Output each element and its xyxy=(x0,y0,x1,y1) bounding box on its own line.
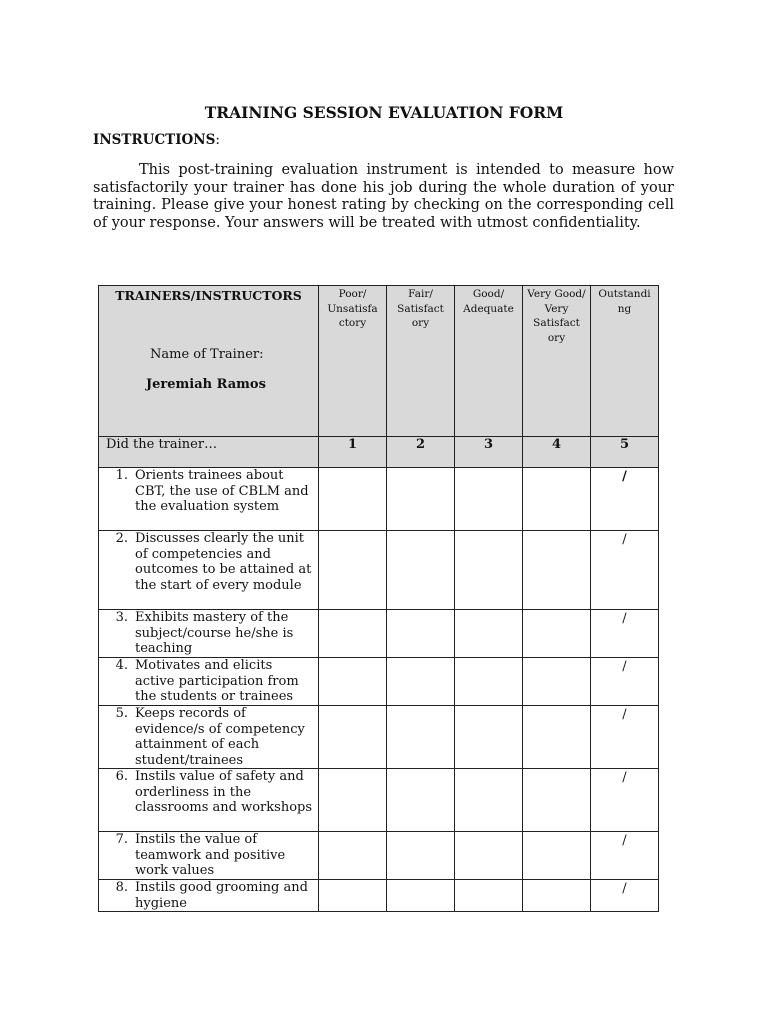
item-number: 7. xyxy=(115,832,128,847)
rating-header-outstanding: Outstandi ng xyxy=(591,286,659,437)
rating-cell-1[interactable] xyxy=(319,880,387,912)
item-number: 8. xyxy=(115,880,128,895)
rating-cell-2[interactable] xyxy=(387,658,455,706)
rating-cell-4[interactable] xyxy=(523,658,591,706)
rating-cell-3[interactable] xyxy=(455,468,523,531)
rating-cell-2[interactable] xyxy=(387,531,455,610)
scale-5: 5 xyxy=(591,437,659,468)
scale-row xyxy=(99,437,659,468)
item-number: 5. xyxy=(115,706,128,721)
table-row xyxy=(99,610,659,658)
scale-2: 2 xyxy=(387,437,455,468)
scale-4: 4 xyxy=(523,437,591,468)
rating-cell-2[interactable] xyxy=(387,880,455,912)
rating-cell-4[interactable] xyxy=(523,880,591,912)
item-text: Instils good grooming and hygiene xyxy=(135,880,308,911)
table-row xyxy=(99,832,659,880)
scale-1: 1 xyxy=(319,437,387,468)
rating-cell-4[interactable] xyxy=(523,769,591,832)
rating-cell-2[interactable] xyxy=(387,832,455,880)
rating-cell-1[interactable] xyxy=(319,706,387,769)
instructions-label: INSTRUCTIONS xyxy=(93,132,216,148)
rating-cell-4[interactable] xyxy=(523,468,591,531)
rating-cell-2[interactable] xyxy=(387,468,455,531)
item-question xyxy=(105,610,314,657)
rating-cell-1[interactable] xyxy=(319,610,387,658)
table-header-row xyxy=(99,286,659,437)
rating-cell-4[interactable] xyxy=(523,610,591,658)
rating-header-good: Good/ Adequate xyxy=(455,286,523,437)
rating-cell-2[interactable] xyxy=(387,610,455,658)
rating-mark-outstanding[interactable]: / xyxy=(591,880,659,912)
item-number: 1. xyxy=(115,468,128,483)
table-row xyxy=(99,706,659,769)
item-question-cell xyxy=(99,832,319,880)
item-number: 3. xyxy=(115,610,128,625)
rating-cell-2[interactable] xyxy=(387,706,455,769)
rating-mark-outstanding[interactable]: / xyxy=(591,610,659,658)
item-text: Exhibits mastery of the subject/course he/she is teaching xyxy=(135,610,294,656)
rating-cell-1[interactable] xyxy=(319,531,387,610)
rating-mark-outstanding[interactable]: / xyxy=(591,658,659,706)
rating-mark-outstanding[interactable]: / xyxy=(591,706,659,769)
item-question-cell xyxy=(99,610,319,658)
item-number: 2. xyxy=(115,531,128,546)
rating-cell-3[interactable] xyxy=(455,769,523,832)
form-title: TRAINING SESSION EVALUATION FORM xyxy=(204,103,564,122)
rating-cell-3[interactable] xyxy=(455,658,523,706)
item-question-cell xyxy=(99,706,319,769)
rating-cell-4[interactable] xyxy=(523,531,591,610)
item-question xyxy=(105,468,314,515)
rating-mark-outstanding[interactable]: / xyxy=(591,832,659,880)
rating-cell-1[interactable] xyxy=(319,832,387,880)
table-row xyxy=(99,658,659,706)
rating-header-fair: Fair/ Satisfact ory xyxy=(387,286,455,437)
scale-3: 3 xyxy=(455,437,523,468)
item-question-cell xyxy=(99,880,319,912)
item-question xyxy=(105,706,314,768)
item-question xyxy=(105,769,314,816)
item-text: Orients trainees about CBT, the use of CBLM and the evaluation system xyxy=(135,468,309,514)
rating-mark-outstanding[interactable]: / xyxy=(591,531,659,610)
item-text: Instils value of safety and orderliness in the classrooms and workshops xyxy=(135,769,313,815)
rating-mark-outstanding[interactable]: / xyxy=(591,468,659,531)
rating-cell-4[interactable] xyxy=(523,832,591,880)
trainer-header-cell xyxy=(99,286,319,437)
item-number: 4. xyxy=(115,658,128,673)
items-body xyxy=(99,468,659,912)
rating-cell-2[interactable] xyxy=(387,769,455,832)
rating-cell-4[interactable] xyxy=(523,706,591,769)
rating-header-very-good: Very Good/ Very Satisfact ory xyxy=(523,286,591,437)
item-question-cell xyxy=(99,468,319,531)
item-text: Keeps records of evidence/s of competency attainment of each student/trainees xyxy=(135,706,305,768)
table-row xyxy=(99,880,659,912)
item-question xyxy=(105,880,314,911)
rating-cell-3[interactable] xyxy=(455,610,523,658)
rating-cell-3[interactable] xyxy=(455,706,523,769)
table-row xyxy=(99,468,659,531)
rating-cell-1[interactable] xyxy=(319,769,387,832)
item-text: Instils the value of teamwork and positive work values xyxy=(135,832,286,878)
trainer-name-value: Jeremiah Ramos xyxy=(146,377,266,392)
rating-cell-3[interactable] xyxy=(455,832,523,880)
rating-cell-1[interactable] xyxy=(319,658,387,706)
item-question xyxy=(105,658,314,705)
rating-mark-outstanding[interactable]: / xyxy=(591,769,659,832)
instructions-paragraph: This post-training evaluation instrument is intended to measure how satisfactorily your trainer has done his job during the whole duration of your training. Please give your honest rating by checking on the corresponding cell of your response. Your answers will be treated with utmost confidentiality. xyxy=(93,162,674,231)
item-question xyxy=(105,531,314,593)
rating-header-poor: Poor/ Unsatisfa ctory xyxy=(319,286,387,437)
evaluation-table xyxy=(98,285,659,912)
item-text: Discusses clearly the unit of competencies and outcomes to be attained at the start of every module xyxy=(135,531,312,593)
item-question-cell xyxy=(99,769,319,832)
item-question-cell xyxy=(99,531,319,610)
instructions-colon: : xyxy=(215,132,220,148)
trainers-header-label: TRAINERS/INSTRUCTORS xyxy=(115,288,302,303)
table-row xyxy=(99,531,659,610)
rating-cell-3[interactable] xyxy=(455,531,523,610)
question-label: Did the trainer… xyxy=(99,437,319,468)
item-question xyxy=(105,832,314,879)
rating-cell-1[interactable] xyxy=(319,468,387,531)
item-number: 6. xyxy=(115,769,128,784)
trainer-name-label: Name of Trainer: xyxy=(150,347,264,362)
rating-cell-3[interactable] xyxy=(455,880,523,912)
item-question-cell xyxy=(99,658,319,706)
table-row xyxy=(99,769,659,832)
instructions-heading xyxy=(93,132,220,148)
item-text: Motivates and elicits active participation from the students or trainees xyxy=(135,658,299,704)
